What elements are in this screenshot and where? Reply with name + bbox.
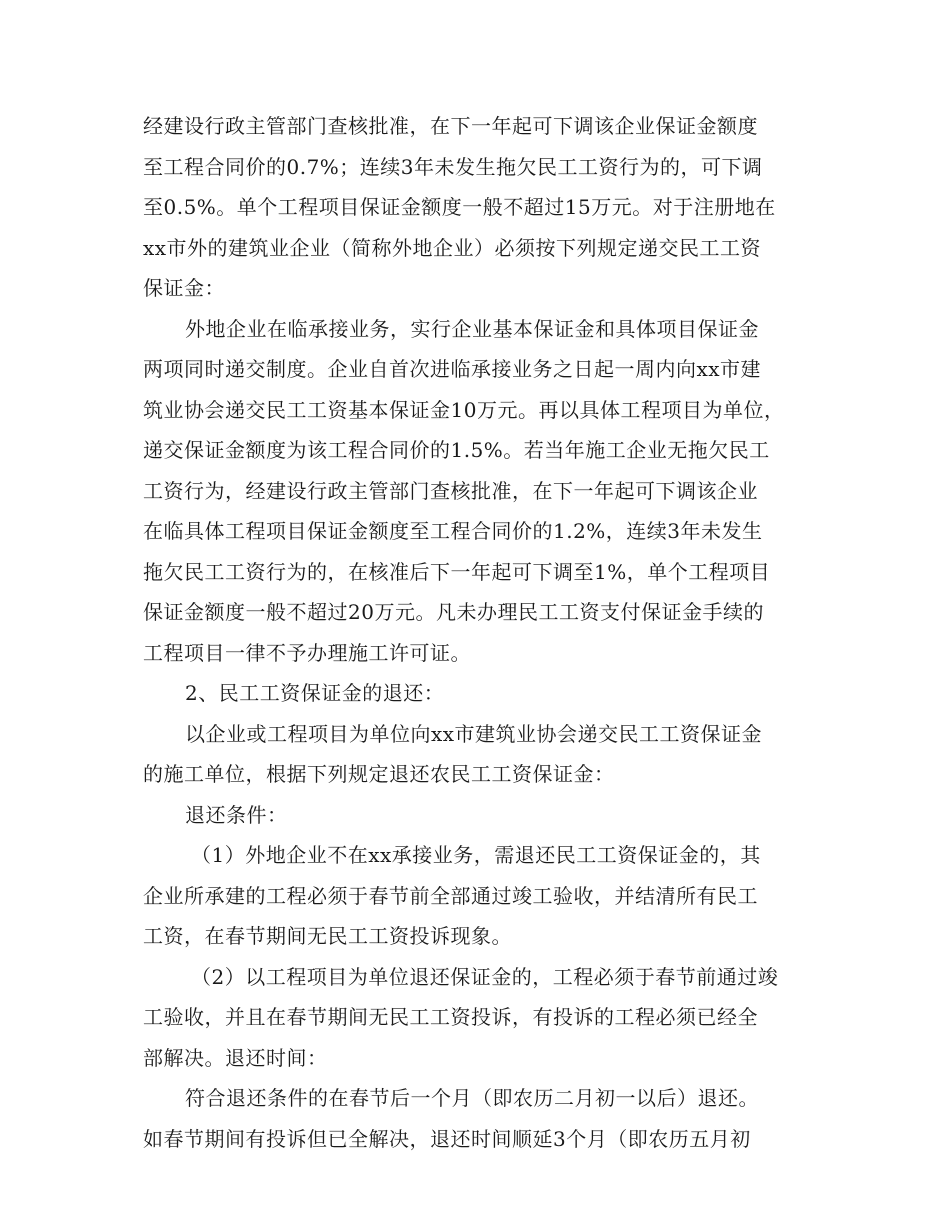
text-line: 工资行为，经建设行政主管部门查核批准，在下一年起可下调该企业 bbox=[143, 478, 758, 503]
text-line: （2）以工程项目为单位退还保证金的，工程必须于春节前通过竣 bbox=[191, 964, 779, 989]
text-line: 至工程合同价的0.7%；连续3年未发生拖欠民工工资行为的，可下调 bbox=[143, 154, 763, 179]
text-line: 工程项目一律不予办理施工许可证。 bbox=[143, 640, 471, 665]
text-line: 在临具体工程项目保证金额度至工程合同价的1.2%，连续3年未发生 bbox=[143, 519, 763, 543]
text-line: 两项同时递交制度。企业自首次进临承接业务之日起一周内向xx市建 bbox=[143, 357, 762, 381]
text-line: 的施工单位，根据下列规定退还农民工工资保证金： bbox=[143, 762, 615, 786]
text-line: 拖欠民工工资行为的，在核准后下一年起可下调至1%，单个工程项目 bbox=[143, 559, 771, 584]
text-line: 部解决。退还时间： bbox=[143, 1045, 328, 1070]
text-line: 以企业或工程项目为单位向xx市建筑业协会递交民工工资保证金 bbox=[185, 721, 763, 746]
text-line: 符合退还条件的在春节后一个月（即农历二月初一以后）退还。 bbox=[185, 1086, 759, 1110]
text-line: 如春节期间有投诉但已全解决，退还时间顺延3个月（即农历五月初 bbox=[143, 1126, 751, 1151]
text-line: （1）外地企业不在xx承接业务，需退还民工工资保证金的，其 bbox=[191, 843, 761, 867]
text-line: 至0.5%。单个工程项目保证金额度一般不超过15万元。对于注册地在 bbox=[143, 195, 776, 219]
text-line: 退还条件： bbox=[185, 802, 288, 827]
text-line: 保证金额度一般不超过20万元。凡未办理民工工资支付保证金手续的 bbox=[143, 600, 764, 624]
text-line: 保证金： bbox=[143, 276, 225, 300]
document-body bbox=[143, 106, 808, 1159]
text-line: 企业所承建的工程必须于春节前全部通过竣工验收，并结清所有民工 bbox=[143, 883, 758, 908]
text-line: 经建设行政主管部门查核批准，在下一年起可下调该企业保证金额度 bbox=[143, 114, 758, 138]
text-line: 2、民工工资保证金的退还： bbox=[185, 681, 445, 705]
text-line: 外地企业在临承接业务，实行企业基本保证金和具体项目保证金 bbox=[185, 316, 759, 341]
text-line: 工验收，并且在春节期间无民工工资投诉，有投诉的工程必须已经全 bbox=[143, 1005, 758, 1029]
text-line: 筑业协会递交民工工资基本保证金10万元。再以具体工程项目为单位， bbox=[143, 397, 785, 422]
text-line: xx市外的建筑业企业（简称外地企业）必须按下列规定递交民工工资 bbox=[143, 235, 762, 260]
text-line: 工资，在春节期间无民工工资投诉现象。 bbox=[143, 924, 512, 948]
text-line: 递交保证金额度为该工程合同价的1.5%。若当年施工企业无拖欠民工 bbox=[143, 438, 770, 462]
